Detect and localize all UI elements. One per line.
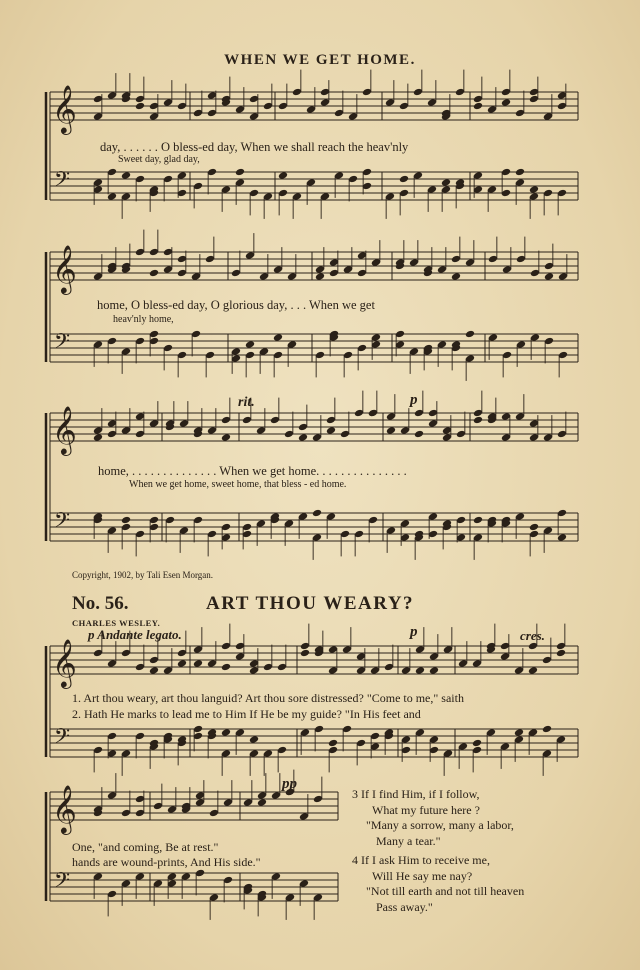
note-head bbox=[465, 330, 475, 338]
note-head bbox=[278, 171, 288, 179]
note-head bbox=[326, 426, 336, 434]
verse-3-line: Many a tear." bbox=[376, 833, 441, 848]
hymn-number: No. 56. bbox=[72, 593, 129, 614]
note-head bbox=[529, 185, 539, 193]
note-head bbox=[121, 171, 131, 179]
note-head bbox=[149, 269, 159, 277]
note-head bbox=[193, 659, 203, 667]
ritardando-mark: rit. bbox=[238, 395, 255, 410]
note-head bbox=[177, 659, 187, 667]
note-head bbox=[328, 739, 338, 747]
note-head bbox=[249, 735, 259, 743]
note-head bbox=[312, 509, 322, 517]
note-head bbox=[414, 430, 424, 438]
note-head bbox=[93, 433, 103, 441]
verse-3 bbox=[352, 787, 514, 849]
note-head bbox=[257, 798, 267, 806]
note-head bbox=[300, 649, 310, 657]
verse-2-line: 2. Hath He marks to lead me to Him If He be my guide? "In His feet and bbox=[72, 707, 421, 721]
lyric-line: home, . . . . . . . . . . . . . . When we get home. . . . . . . . . . . . . . . bbox=[98, 464, 407, 478]
note-head bbox=[245, 340, 255, 348]
verse-4 bbox=[352, 853, 524, 915]
treble-clef: 𝄞 bbox=[52, 405, 77, 454]
note-head bbox=[529, 523, 539, 531]
lyric-alt-line: When we get home, sweet home, that bless - ed home. bbox=[129, 479, 347, 490]
note-head bbox=[221, 433, 231, 441]
bass-clef: 𝄢 bbox=[54, 868, 71, 898]
note-head bbox=[221, 663, 231, 671]
bass-clef: 𝄢 bbox=[54, 724, 71, 754]
treble-clef: 𝄞 bbox=[52, 84, 77, 133]
note-head bbox=[515, 168, 525, 176]
note-head bbox=[472, 739, 482, 747]
tempo-marking: p Andante legato. bbox=[88, 627, 182, 642]
author-credit: CHARLES WESLEY. bbox=[72, 618, 161, 628]
note-head bbox=[298, 433, 308, 441]
note-head bbox=[399, 175, 409, 183]
note-head bbox=[415, 666, 425, 674]
verse-4-line: Pass away." bbox=[376, 899, 433, 914]
note-head bbox=[121, 516, 131, 524]
lyric-line: day, . . . . . . O bless-ed day, When we shall reach the heav'nly bbox=[100, 140, 409, 154]
crescendo-mark: cres. bbox=[520, 628, 545, 643]
verse-3-line: "Many a sorrow, many a labor, bbox=[366, 818, 514, 832]
note-head bbox=[441, 178, 451, 186]
note-head bbox=[514, 728, 524, 736]
dynamic-pianissimo: pp bbox=[282, 776, 297, 792]
note-head bbox=[473, 416, 483, 424]
note-head bbox=[473, 516, 483, 524]
lyric-alt-line: Sweet day, glad day, bbox=[118, 154, 200, 165]
note-head bbox=[556, 649, 566, 657]
note-head bbox=[501, 98, 511, 106]
lyric-alt-line: heav'nly home, bbox=[113, 314, 174, 325]
note-head bbox=[315, 272, 325, 280]
verse-4-line: Will He say me nay? bbox=[372, 868, 473, 883]
note-head bbox=[542, 725, 552, 733]
note-head bbox=[473, 102, 483, 110]
verse-2-ending: hands are wound-prints, And His side." bbox=[72, 855, 261, 869]
verse-1-ending: One, "and coming, Be at rest." bbox=[72, 840, 219, 854]
note-head bbox=[429, 666, 439, 674]
verse-4-line: "Not till earth and not till heaven bbox=[366, 884, 525, 898]
dynamic-piano: p bbox=[410, 392, 418, 408]
note-head bbox=[544, 272, 554, 280]
treble-clef: 𝄞 bbox=[52, 784, 77, 833]
verse-3-line: What my future here ? bbox=[372, 802, 480, 817]
dynamic-piano: p bbox=[410, 624, 418, 640]
note-head bbox=[221, 728, 231, 736]
bass-clef: 𝄢 bbox=[54, 508, 71, 538]
hymn-title: ART THOU WEARY? bbox=[206, 593, 415, 614]
note-head bbox=[528, 666, 538, 674]
hymn-title: WHEN WE GET HOME. bbox=[224, 52, 416, 68]
verse-3-line: 3 If I find Him, if I follow, bbox=[352, 787, 480, 801]
treble-clef: 𝄞 bbox=[52, 244, 77, 293]
verse-4-line: 4 If I ask Him to receive me, bbox=[352, 853, 490, 867]
treble-clef: 𝄞 bbox=[52, 638, 77, 687]
lyric-line: home, O bless-ed day, O glorious day, . . . When we get bbox=[97, 298, 375, 312]
note-head bbox=[273, 333, 283, 341]
copyright-notice: Copyright, 1902, by Tali Esen Morgan. bbox=[72, 570, 214, 580]
note-head bbox=[235, 168, 245, 176]
bass-clef: 𝄢 bbox=[54, 167, 71, 197]
note-head bbox=[149, 666, 159, 674]
note-head bbox=[135, 102, 145, 110]
note-head bbox=[451, 272, 461, 280]
note-head bbox=[386, 426, 396, 434]
bass-clef: 𝄢 bbox=[54, 329, 71, 359]
verse-1-line: 1. Art thou weary, art thou languid? Art thou sore distressed? "Come to me," saith bbox=[72, 691, 464, 705]
